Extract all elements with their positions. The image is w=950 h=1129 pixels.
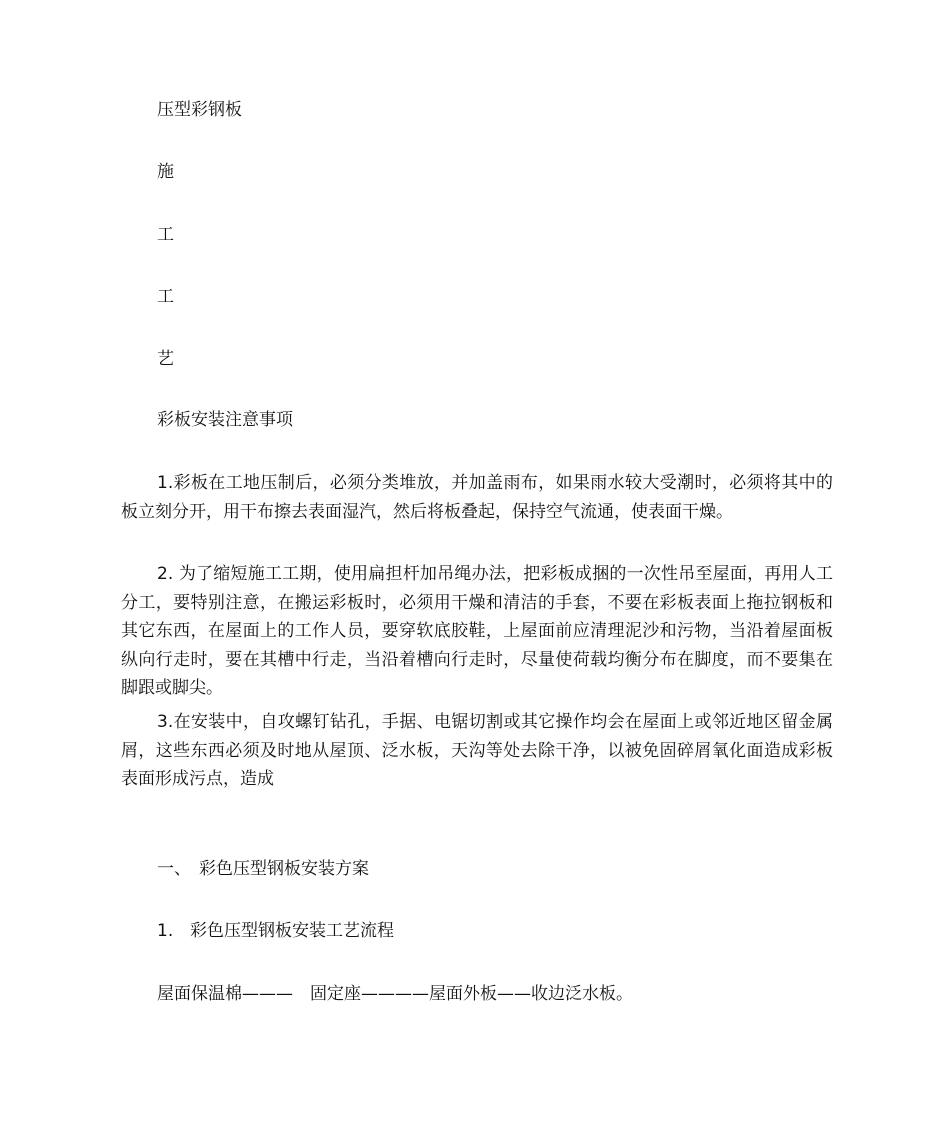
paragraph-3: 3.在安装中，自攻螺钉钻孔，手据、电锯切割或其它操作均会在屋面上或邻近地区留金属屑，这些东西必须及时地从屋顶、泛水板，天沟等处去除干净，以被免固碎屑氧化面造成彩板表面形成污点，造成 [121,712,833,790]
heading-two-text: 彩色压型钢板安装工艺流程 [190,921,394,941]
paragraph-2: 2. 为了缩短施工工期，使用扁担杆加吊绳办法，把彩板成捆的一次性吊至屋面，再用人工分工，要特别注意，在搬运彩板时，必须用干燥和清洁的手套，不要在彩板表面上拖拉钢板和其它东西，在屋面上的工作人员，要穿软底胶鞋，上屋面前应清理泥沙和污物，当沿着屋面板纵向行走时，要在其槽中行走，当沿着槽向行走时，尽量使荷载均衡分布在脚度，而不要集在脚跟或脚尖。 [121,564,833,699]
vertical-title-char: 艺 [157,349,174,369]
paragraph-1: 1.彩板在工地压制后，必须分类堆放，并加盖雨布，如果雨水较大受潮时，必须将其中的板立刻分开，用干布擦去表面湿汽，然后将板叠起，保持空气流通，使表面干燥。 [121,473,833,522]
vertical-title-char: 工 [157,287,174,307]
heading-one-marker: 一、 [157,859,191,879]
heading-two [157,921,394,941]
section-heading: 彩板安装注意事项 [157,410,293,430]
heading-one-text: 彩色压型钢板安装方案 [199,859,369,879]
vertical-title-char: 施 [157,162,174,182]
process-flow-line: 屋面保温棉——— 固定座————屋面外板——收边泛水板。 [157,984,633,1004]
vertical-title-char: 工 [157,225,174,245]
heading-one [157,859,369,879]
doc-title: 压型彩钢板 [157,100,242,120]
heading-two-marker: 1. [157,921,174,941]
